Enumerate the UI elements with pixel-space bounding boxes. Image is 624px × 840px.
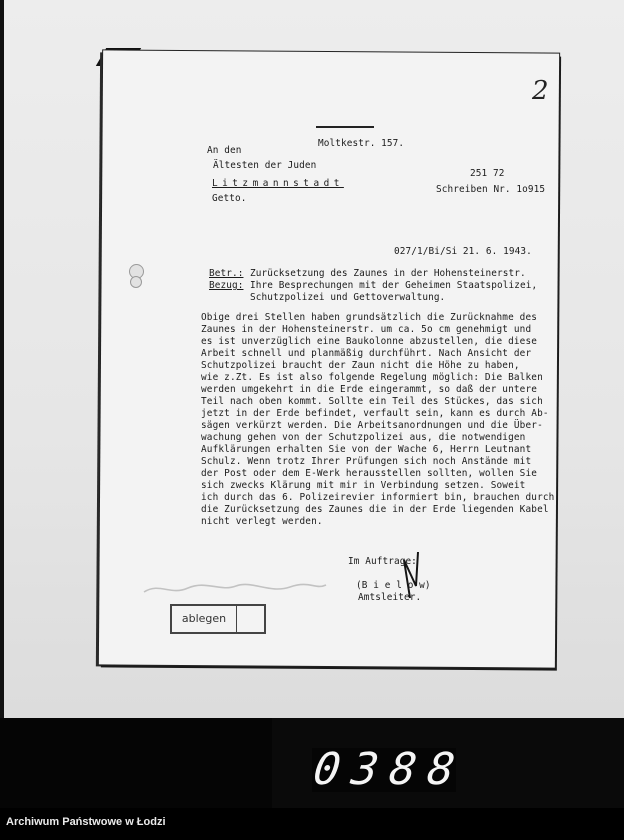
body-line: es ist unverzüglich eine Baukolonne abzustellen, die diese (201, 336, 538, 347)
addressee-line-2: Ältesten der Juden (213, 160, 317, 171)
ablegen-stamp (170, 604, 266, 634)
archive-name: Archiwum Państwowe w Łodzi (6, 816, 166, 828)
counter-digit: 3 (348, 744, 382, 795)
betr-text: Zurücksetzung des Zaunes in der Hohensteinerstr. (250, 268, 526, 279)
body-line: Obige drei Stellen haben grundsätzlich die Zurücknahme des (201, 312, 538, 323)
body-line: Arbeit schnell und planmäßig durchführt. Nach Ansicht der (201, 348, 532, 359)
body-line: Teil nach oben kommt. Sollte ein Teil des Stückes, das sich (201, 396, 543, 407)
scan-edge (0, 0, 4, 718)
betr-label: Betr.: (209, 268, 244, 279)
punch-hole (130, 276, 142, 288)
body-line: werden umgekehrt in die Erde eingerammt, so daß der untere (201, 384, 538, 395)
archive-footer (0, 808, 624, 840)
letter-number: Schreiben Nr. 1o915 (436, 184, 546, 195)
frame-counter-digits (310, 744, 458, 795)
body-line: sich zwecks Klärung mit mir in Verbindung setzen. Soweit (201, 480, 526, 491)
signatory-name: (B i e l o w) (356, 580, 431, 591)
body-line: die Zurücksetzung des Zaunes die in der Erde liegenden Kabel (201, 504, 549, 515)
sender-street: Moltkestr. 157. (318, 138, 405, 149)
body-line: jetzt in der Erde befindet, verfault sein, kann es durch Ab- (201, 408, 549, 419)
closing: Im Auftrage: (348, 556, 417, 567)
faded-handwriting (140, 578, 330, 600)
counter-digit: 8 (386, 744, 420, 795)
bezug-text-2: Schutzpolizei und Gettoverwaltung. (250, 292, 446, 303)
bezug-text-1: Ihre Besprechungen mit der Geheimen Staatspolizei, (250, 280, 538, 291)
addressee-line-4: Getto. (212, 193, 247, 204)
page-number-handwritten: 2 (532, 76, 549, 106)
frame-counter (272, 718, 624, 810)
addressee-line-3: Litzmannstadt (212, 178, 344, 189)
stamp-label: ablegen (172, 606, 237, 632)
body-line: ich durch das 6. Polizeirevier informiert bin, brauchen durch (201, 492, 555, 503)
reference-date: 027/1/Bi/Si 21. 6. 1943. (394, 246, 532, 257)
phone-number: 251 72 (470, 168, 505, 179)
body-line: der Post oder dem E-Werk herausstellen sollten, wollen Sie (201, 468, 538, 479)
body-line: wachung gehen von der Schutzpolizei aus, die notwendigen (201, 432, 526, 443)
body-line: Schutzpolizei braucht der Zaun nicht die Höhe zu haben, (201, 360, 520, 371)
body-line: Schulz. Wenn trotz Ihrer Prüfungen sich noch Anstände mit (201, 456, 532, 467)
body-line: wie z.Zt. Es ist also folgende Regelung möglich: Die Balken (201, 372, 543, 383)
bezug-label: Bezug: (209, 280, 244, 291)
signatory-title: Amtsleiter. (358, 592, 422, 603)
body-line: sägen verkürzt werden. Die Arbeitsanordnungen und die Über- (201, 420, 543, 431)
body-line: Aufklärungen erhalten Sie von der Wache 6, Herrn Leutnant (201, 444, 532, 455)
counter-digit: 8 (424, 744, 458, 795)
addressee-line-1: An den (207, 145, 242, 156)
letterhead-rule (316, 126, 374, 128)
counter-digit: 0 (310, 744, 344, 795)
body-line: nicht verlegt werden. (201, 516, 323, 527)
body-line: Zaunes in der Hohensteinerstr. um ca. 5o cm genehmigt und (201, 324, 532, 335)
